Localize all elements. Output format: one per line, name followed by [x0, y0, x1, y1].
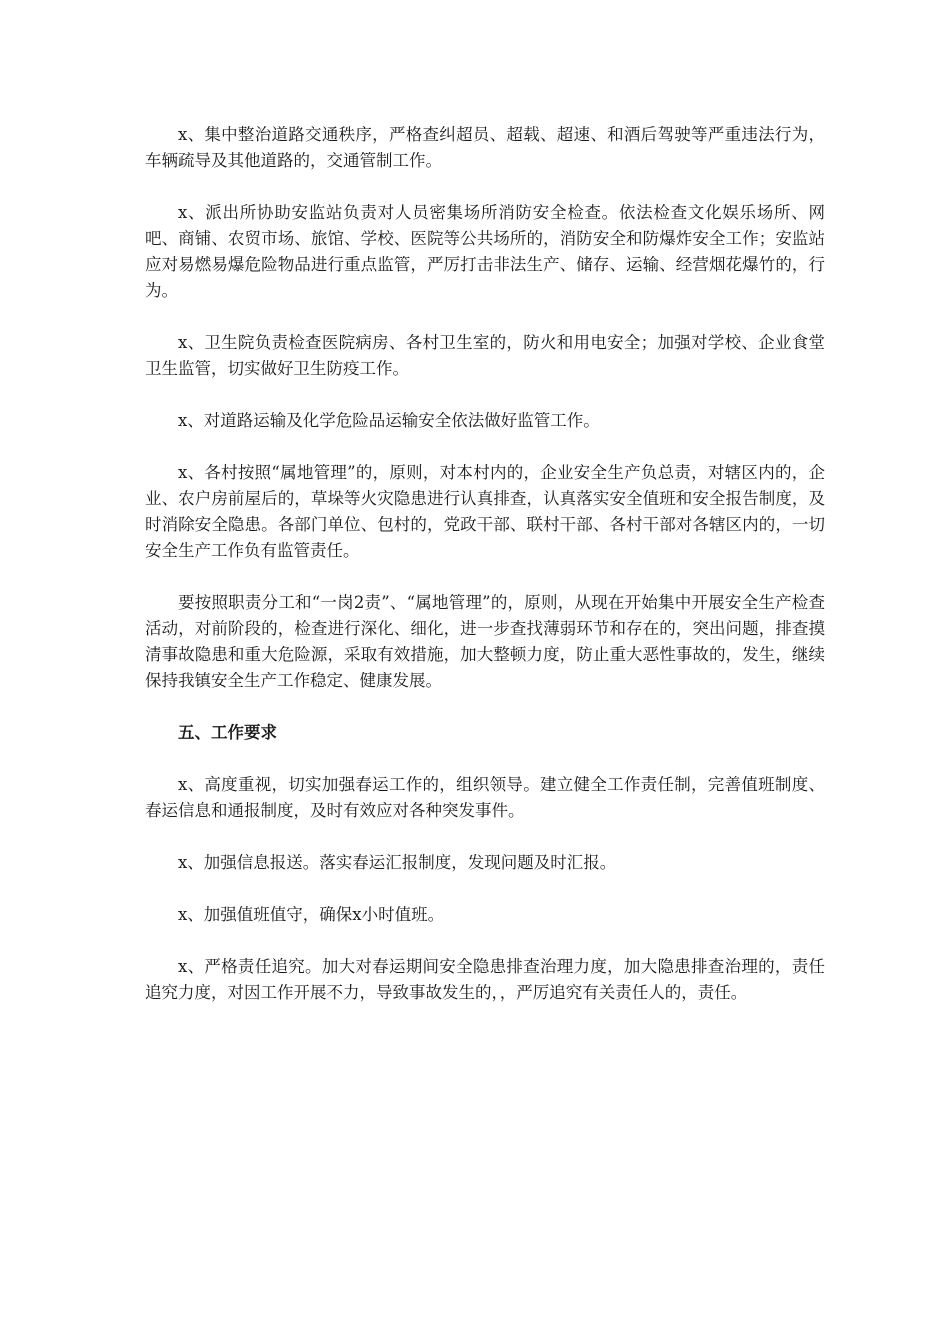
paragraph-road-traffic: x、集中整治道路交通秩序，严格查纠超员、超载、超速、和酒后驾驶等严重违法行为，车辆疏导及其他道路的，交通管制工作。 — [145, 125, 825, 170]
paragraph-fire-safety: x、派出所协助安监站负责对人员密集场所消防安全检查。依法检查文化娱乐场所、网吧、商铺、农贸市场、旅馆、学校、医院等公共场所的，消防安全和防爆炸安全工作；安监站应对易燃易爆危险物品进行重点监管，严厉打击非法生产、储存、运输、经营烟花爆竹的，行为。 — [145, 203, 825, 300]
section-heading: 五、工作要求 — [178, 723, 277, 742]
paragraph-health-center: x、卫生院负责检查医院病房、各村卫生室的，防火和用电安全；加强对学校、企业食堂卫生监管，切实做好卫生防疫工作。 — [145, 333, 825, 378]
paragraph-reporting: x、加强信息报送。落实春运汇报制度，发现问题及时汇报。 — [178, 853, 617, 872]
paragraph-village-management: x、各村按照“属地管理”的，原则，对本村内的，企业安全生产负总责，对辖区内的，企业、农户房前屋后的，草垛等火灾隐患进行认真排查，认真落实安全值班和安全报告制度，及时消除安全隐患。各部门单位、包村的，党政干部、联村干部、各村干部对各辖区内的，一切安全生产工作负有监管责任。 — [145, 463, 825, 560]
paragraph-road-transport: x、对道路运输及化学危险品运输安全依法做好监管工作。 — [178, 411, 600, 430]
paragraph-duty: x、加强值班值守，确保x小时值班。 — [178, 905, 445, 924]
paragraph-accountability: x、严格责任追究。加大对春运期间安全隐患排查治理力度，加大隐患排查治理的，责任追究力度，对因工作开展不力，导致事故发生的，，严厉追究有关责任人的，责任。 — [145, 957, 825, 1002]
paragraph-leadership: x、高度重视，切实加强春运工作的，组织领导。建立健全工作责任制，完善值班制度、春运信息和通报制度，及时有效应对各种突发事件。 — [145, 775, 825, 820]
paragraph-inspection-activity: 要按照职责分工和“一岗2责”、“属地管理”的，原则，从现在开始集中开展安全生产检查活动，对前阶段的，检查进行深化、细化，进一步查找薄弱环节和存在的，突出问题，排查摸清事故隐患和重大危险源，采取有效措施，加大整顿力度，防止重大恶性事故的，发生，继续保持我镇安全生产工作稳定、健康发展。 — [145, 593, 825, 690]
document-body — [145, 122, 825, 1032]
